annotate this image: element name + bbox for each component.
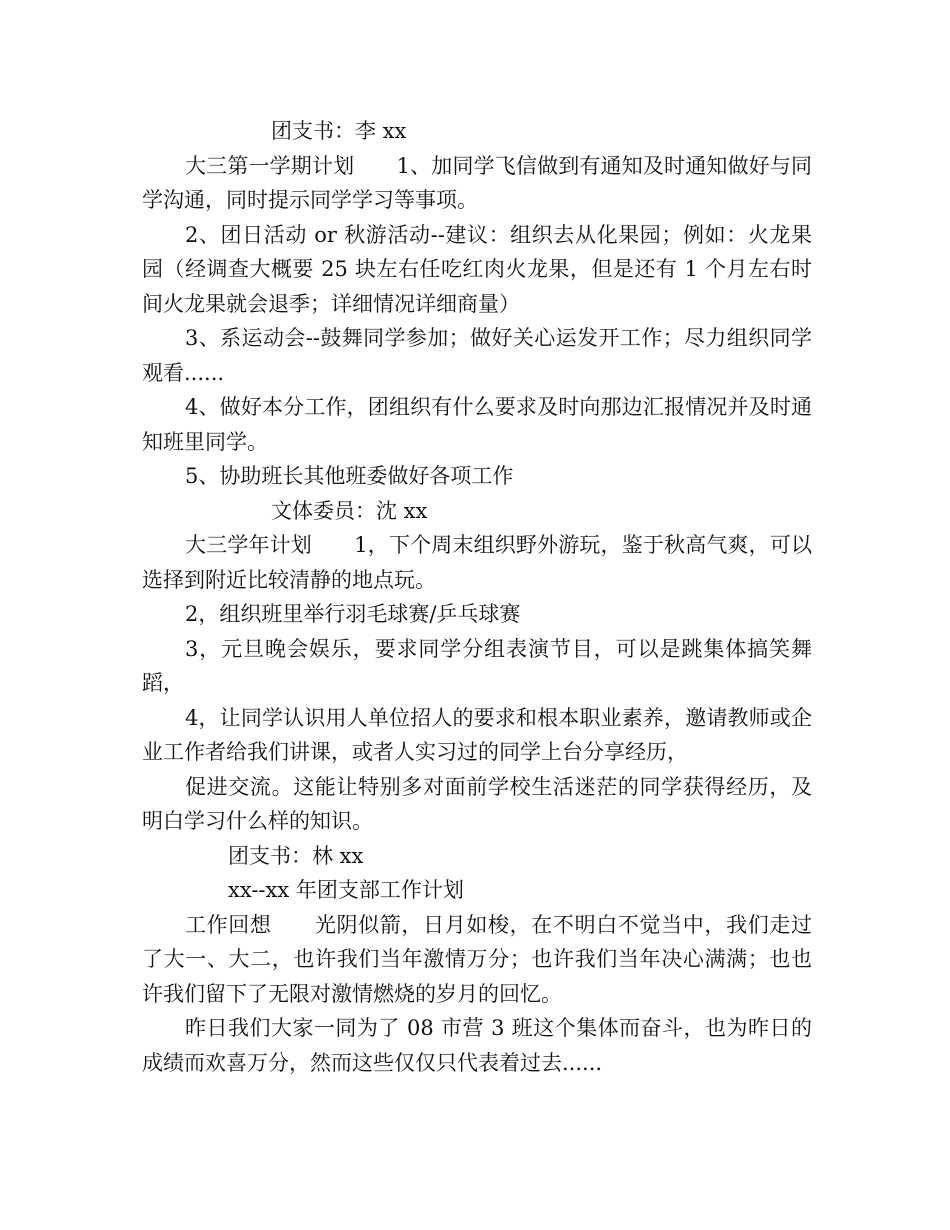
signature-arts-sports-committee-shen: 文体委员：沈 xx	[271, 498, 428, 523]
document-body	[142, 114, 812, 1080]
section-heading: xx--xx 年团支部工作计划	[228, 878, 464, 902]
paragraph-badminton-tournament: 2，组织班里举行羽毛球赛/乒乓球赛	[185, 602, 521, 626]
paragraph-sports-meet: 3、系运动会--鼓舞同学参加；做好关心运发开工作；尽力组织同学观看......	[142, 326, 812, 385]
paragraph-new-year-gala: 3，元旦晚会娱乐，要求同学分组表演节目，可以是跳集体搞笑舞蹈，	[142, 636, 812, 695]
paragraph-junior-first-semester-plan: 大三第一学期计划 1、加同学飞信做到有通知及时通知做好与同学沟通，同时提示同学学习等事项。	[142, 153, 812, 212]
paragraph-assist-monitor: 5、协助班长其他班委做好各项工作	[185, 464, 514, 488]
signature-league-secretary-li: 团支书：李 xx	[271, 119, 407, 143]
paragraph-yesterday-effort: 昨日我们大家一同为了 08 市营 3 班这个集体而奋斗，也为昨日的成绩而欢喜万分，然而这些仅仅只代表着过去......	[142, 1016, 812, 1075]
paragraph-career-lecture: 4，让同学认识用人单位招人的要求和根本职业素养，邀请教师或企业工作者给我们讲课，或者人实习过的同学上台分享经历，	[142, 705, 812, 764]
paragraph-promote-exchange: 促进交流。这能让特别多对面前学校生活迷茫的同学获得经历，及明白学习什么样的知识。	[142, 774, 812, 833]
paragraph-duty-work: 4、做好本分工作，团组织有什么要求及时向那边汇报情况并及时通知班里同学。	[142, 395, 812, 454]
paragraph-junior-year-plan: 大三学年计划 1，下个周末组织野外游玩，鉴于秋高气爽，可以选择到附近比较清静的地点玩。	[142, 533, 812, 592]
paragraph-league-day-activity: 2、团日活动 or 秋游活动--建议：组织去从化果园；例如：火龙果园（经调查大概要 25 块左右任吃红肉火龙果，但是还有 1 个月左右时间火龙果就会退季；详细情况详细商量）	[142, 222, 812, 316]
signature-league-secretary-lin: 团支书：林 xx	[228, 843, 364, 868]
paragraph-work-review: 工作回想 光阴似箭，日月如梭，在不明白不觉当中，我们走过了大一、大二，也许我们当年激情万分；也许我们当年决心满满；也也许我们留下了无限对激情燃烧的岁月的回忆。	[142, 912, 812, 1006]
